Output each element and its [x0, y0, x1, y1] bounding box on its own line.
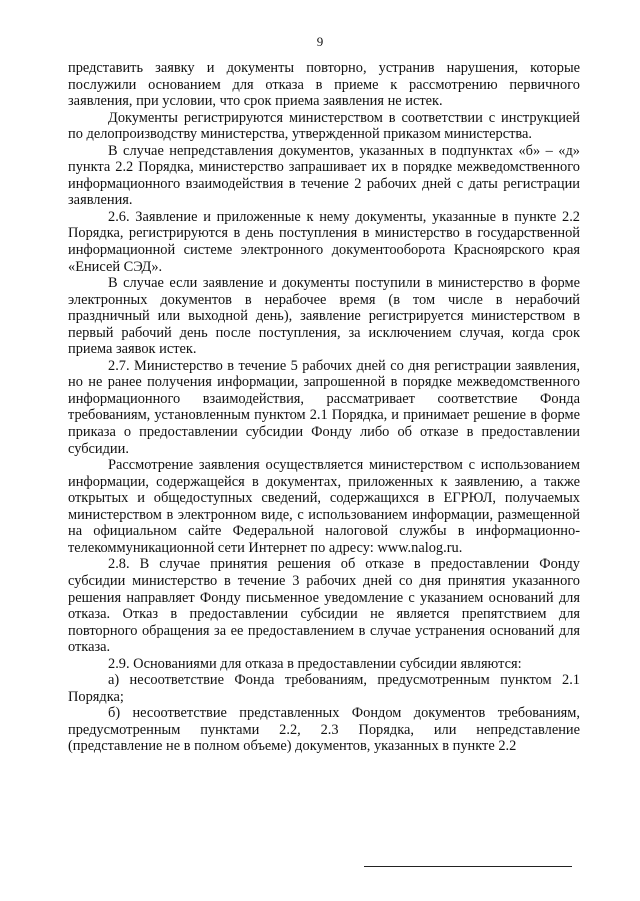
paragraph-registration: Документы регистрируются министерством в соответствии с инструкцией по делопроизводству министерства, утвержденной приказом министерства.	[68, 109, 580, 143]
footer-rule	[364, 866, 572, 867]
paragraph-2-6: 2.6. Заявление и приложенные к нему документы, указанные в пункте 2.2 Порядка, регистрируются в день поступления в министерство в государственной информационной системе электронного документооборота Красноярского края «Енисей СЭД».	[68, 208, 580, 275]
paragraph-2-7: 2.7. Министерство в течение 5 рабочих дней со дня регистрации заявления, но не ранее получения информации, запрошенной в порядке межведомственного информационного взаимодействия, рассматривает соответствие Фонда требованиям, установленным пунктом 2.1 Порядка, и принимает решение в форме приказа о предоставлении субсидии Фонду либо об отказе в предоставлении субсидии.	[68, 357, 580, 457]
document-body	[68, 60, 580, 755]
paragraph-continuation: представить заявку и документы повторно, устранив нарушения, которые послужили основанием для отказа в приеме к рассмотрению первичного заявления, при условии, что срок приема заявления не истек.	[68, 60, 580, 110]
paragraph-item-b: б) несоответствие представленных Фондом документов требованиям, предусмотренным пунктами 2.2, 2.3 Порядка, или непредставление (представление не в полном объеме) документов, указанных в пункте 2.2	[68, 705, 580, 755]
paragraph-consideration: Рассмотрение заявления осуществляется министерством с использованием информации, содержащейся в документах, приложенных к заявлению, а также открытых и общедоступных сведений, содержащихся в ЕГРЮЛ, получаемых министерством в электронном виде, с использованием информации, размещенной на официальном сайте Федеральной налоговой службы в информационно-телекоммуникационной сети Интернет по адресу: www.nalog.ru.	[68, 457, 580, 556]
paragraph-2-8: 2.8. В случае принятия решения об отказе в предоставлении Фонду субсидии министерство в течение 3 рабочих дней со дня принятия указанного решения направляет Фонду письменное уведомление с указанием оснований для отказа. Отказ в предоставлении субсидии не является препятствием для повторного обращения за ее предоставлением в случае устранения оснований для отказа.	[68, 556, 580, 656]
paragraph-2-9: 2.9. Основаниями для отказа в предоставлении субсидии являются:	[108, 655, 522, 672]
paragraph-item-a: а) несоответствие Фонда требованиям, предусмотренным пунктом 2.1 Порядка;	[68, 672, 580, 705]
paragraph-non-working-time: В случае если заявление и документы поступили в министерство в форме электронных документов в нерабочее время (в том числе в нерабочий праздничный или выходной день), заявление регистрируется министерством в первый рабочий день после поступления, за исключением случая, когда срок приема заявок истек.	[68, 275, 580, 358]
page-number: 9	[316, 34, 324, 49]
paragraph-missing-documents: В случае непредставления документов, указанных в подпунктах «б» – «д» пункта 2.2 Порядка, министерство запрашивает их в порядке межведомственного информационного взаимодействия в течение 2 рабочих дней с даты регистрации заявления.	[68, 142, 580, 209]
